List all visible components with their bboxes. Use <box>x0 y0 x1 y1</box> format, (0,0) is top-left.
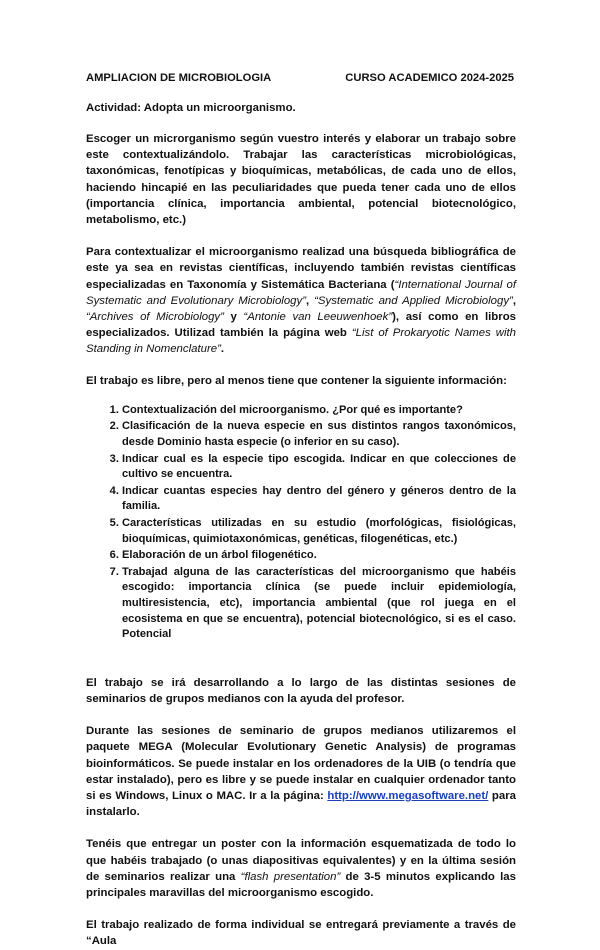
journal-ijsem: “International Journal of Systematic and Evolutionary Microbiology” <box>86 278 516 307</box>
paragraph-intro: Escoger un microrganismo según vuestro interés y elaborar un trabajo sobre este contextualizándolo. Trabajar las características microbiológicas, taxonómicas, fenotípicas y bioquímicas, metabólicas, de cada uno de ellos, haciendo hincapié en las peculiaridades que pueda tener cada uno de ellos (importancia clínica, importancia ambiental, potencial biotecnológico, metabolismo, etc.) <box>86 133 516 227</box>
subject-title: AMPLIACION DE MICROBIOLOGIA <box>86 72 272 84</box>
document-page <box>86 64 516 950</box>
mega-link[interactable]: http://www.megasoftware.net/ <box>327 789 489 802</box>
journal-archives: “Archives of Microbiology” <box>86 311 224 324</box>
bibliography-text-2: ), así como en libros especializados. Utilizad también la página web <box>86 311 516 340</box>
requirements-list <box>86 403 516 643</box>
separator-3: y <box>223 311 244 324</box>
paragraph-poster <box>86 836 516 901</box>
document-header <box>86 70 516 90</box>
mega-text: Durante las sesiones de seminario de grupos medianos utilizaremos el paquete MEGA (Molecular Evolutionary Genetic Analysis) de programas bioinformáticos. Se puede instalar en los ordenadores de la UIB (o tendría que estar instalado), pero es libre y se puede instalar en cualquier ordenador tanto si es Windows, Linux o MAC. Ir a la página: <box>86 725 516 802</box>
journal-antonie: “Antonie van Leeuwenhoek” <box>243 311 393 324</box>
separator-1: , <box>306 294 315 307</box>
mega-text-after: para instalarlo. <box>86 789 516 819</box>
list-item: 1. Contextualización del microorganismo. ¿Por qué es importante? <box>122 403 516 419</box>
lpsn-website: “List of Prokaryotic Names with Standing in Nomenclature” <box>86 327 517 356</box>
paragraph-requirements: El trabajo es libre, pero al menos tiene que contener la siguiente información: <box>86 374 507 387</box>
activity-title: Actividad: Adopta un microorganismo. <box>86 102 296 114</box>
flash-presentation: “flash presentation” <box>240 870 341 883</box>
separator-2: , <box>512 294 516 307</box>
list-item: 6. Elaboración de un árbol filogenético. <box>122 548 516 564</box>
list-item: 4. Indicar cuantas especies hay dentro del género y géneros dentro de la familia. <box>122 484 516 515</box>
paragraph-seminars: El trabajo se irá desarrollando a lo largo de las distintas sesiones de seminarios de grupos medianos con la ayuda del profesor. <box>86 676 516 705</box>
list-item: 2. Clasificación de la nueva especie en sus distintos rangos taxonómicos, desde Dominio hasta especie (o inferior en su caso). <box>122 419 516 450</box>
list-item: 7. Trabajad alguna de las características del microorganismo que habéis escogido: importancia clínica (se puede incluir epidemiología, multiresistencia, etc), importancia ambiental (que rol juega en el ecosistema en que se encuentra), potencial biotecnológico, si es el caso. Potencial <box>122 565 516 643</box>
poster-text-2: de 3-5 minutos explicando las principales maravillas del microorganismo escogido. <box>86 870 516 899</box>
paragraph-mega <box>86 723 516 820</box>
list-item: 5. Características utilizadas en su estudio (morfológicas, fisiológicas, bioquímicas, quimiotaxonómicas, genéticas, filogenéticas, etc.) <box>122 516 516 547</box>
list-item: 3. Indicar cual es la especie tipo escogida. Indicar en que colecciones de cultivo se encuentra. <box>122 452 516 483</box>
paragraph-delivery: El trabajo realizado de forma individual se entregará previamente a través de “Aula <box>86 919 516 948</box>
journal-saam: “Systematic and Applied Microbiology” <box>314 294 513 307</box>
course-year: CURSO ACADEMICO 2024-2025 <box>345 72 514 84</box>
poster-text-1: Tenéis que entregar un poster con la información esquematizada de todo lo que habéis trabajado (o unas diapositivas equivalentes) y en la última sesión de seminarios realizar una <box>86 838 516 883</box>
paragraph-bibliography <box>86 244 516 357</box>
bibliography-text-3: . <box>220 343 225 356</box>
bibliography-text-1: Para contextualizar el microorganismo realizad una búsqueda bibliográfica de este ya sea en revistas científicas, incluyendo también revistas científicas especializadas en Taxonomía y Sistemática Bacteriana ( <box>86 246 516 291</box>
